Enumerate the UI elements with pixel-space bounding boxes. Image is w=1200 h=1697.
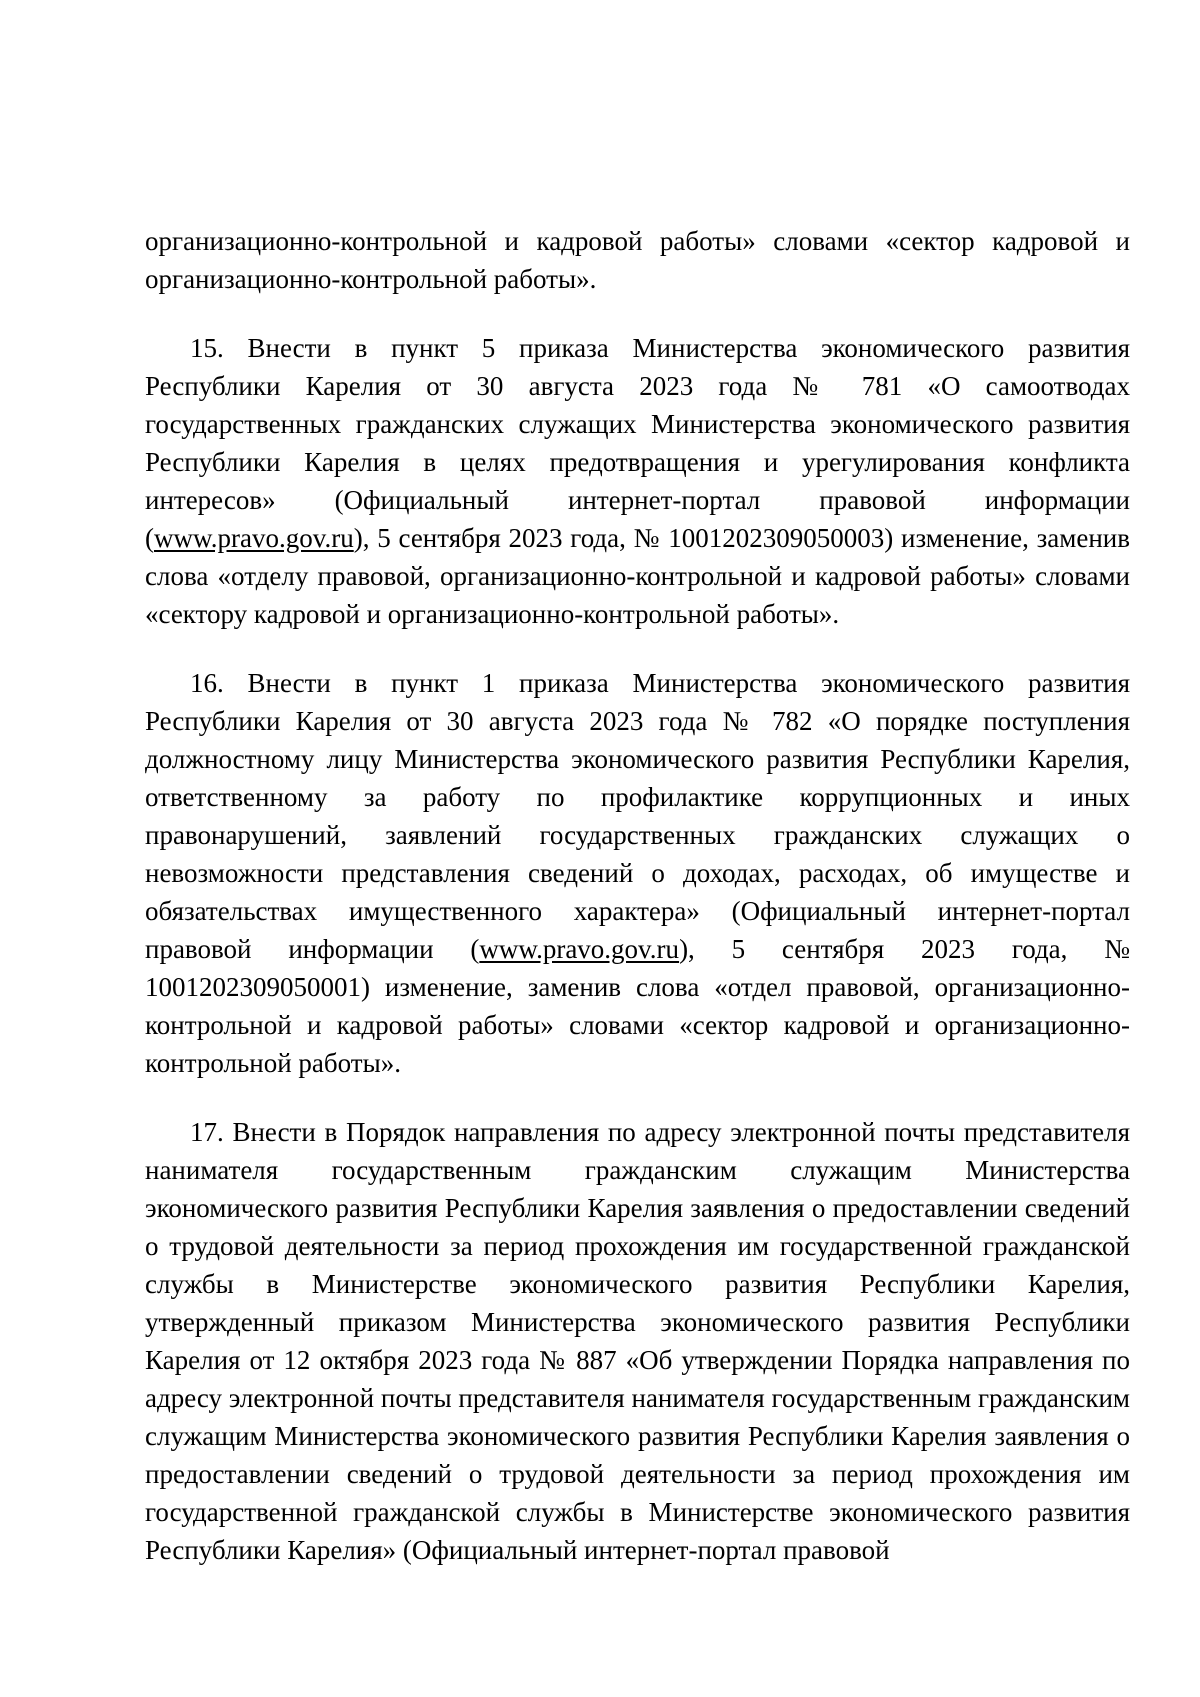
paragraph-14-continuation	[145, 222, 1130, 298]
pravo-link[interactable]: www.pravo.gov.ru	[154, 523, 354, 553]
paragraph-text: 15. Внести в пункт 5 приказа Министерства экономического развития Республики Карелия от 30 августа 2023 года № 781 «О самоотводах государственных гражданских служащих Министерства экономического развития Республики Карелия в целях предотвращения и урегулирования конфликта интересов» (Официальный интернет-портал правовой информации (	[145, 333, 1130, 553]
document-body	[145, 222, 1130, 1569]
paragraph-17	[145, 1113, 1130, 1569]
paragraph-text: организационно-контрольной и кадровой работы» словами «сектор кадровой и организационно-контрольной работы».	[145, 226, 1130, 294]
paragraph-15	[145, 329, 1130, 633]
paragraph-text: 17. Внести в Порядок направления по адресу электронной почты представителя нанимателя государственным гражданским служащим Министерства экономического развития Республики Карелия заявления о предоставлении сведений о трудовой деятельности за период прохождения им государственной гражданской службы в Министерстве экономического развития Республики Карелия, утвержденный приказом Министерства экономического развития Республики Карелия от 12 октября 2023 года № 887 «Об утверждении Порядка направления по адресу электронной почты представителя нанимателя государственным гражданским служащим Министерства экономического развития Республики Карелия заявления о предоставлении сведений о трудовой деятельности за период прохождения им государственной гражданской службы в Министерстве экономического развития Республики Карелия» (Официальный интернет-портал правовой	[145, 1117, 1130, 1565]
paragraph-text: ), 5 сентября 2023 года, № 1001202309050001) изменение, заменив слова «отдел правовой, организационно-контрольной и кадровой работы» словами «сектор кадровой и организационно-контрольной работы».	[145, 934, 1130, 1078]
paragraph-16	[145, 664, 1130, 1082]
pravo-link[interactable]: www.pravo.gov.ru	[479, 934, 680, 964]
paragraph-text: ), 5 сентября 2023 года, № 1001202309050003) изменение, заменив слова «отделу правовой, организационно-контрольной и кадровой работы» словами «сектору кадровой и организационно-контрольной работы».	[145, 523, 1130, 629]
paragraph-text: 16. Внести в пункт 1 приказа Министерства экономического развития Республики Карелия от 30 августа 2023 года № 782 «О порядке поступления должностному лицу Министерства экономического развития Республики Карелия, ответственному за работу по профилактике коррупционных и иных правонарушений, заявлений государственных гражданских служащих о невозможности представления сведений о доходах, расходах, об имуществе и обязательствах имущественного характера» (Официальный интернет-портал правовой информации (	[145, 668, 1130, 964]
